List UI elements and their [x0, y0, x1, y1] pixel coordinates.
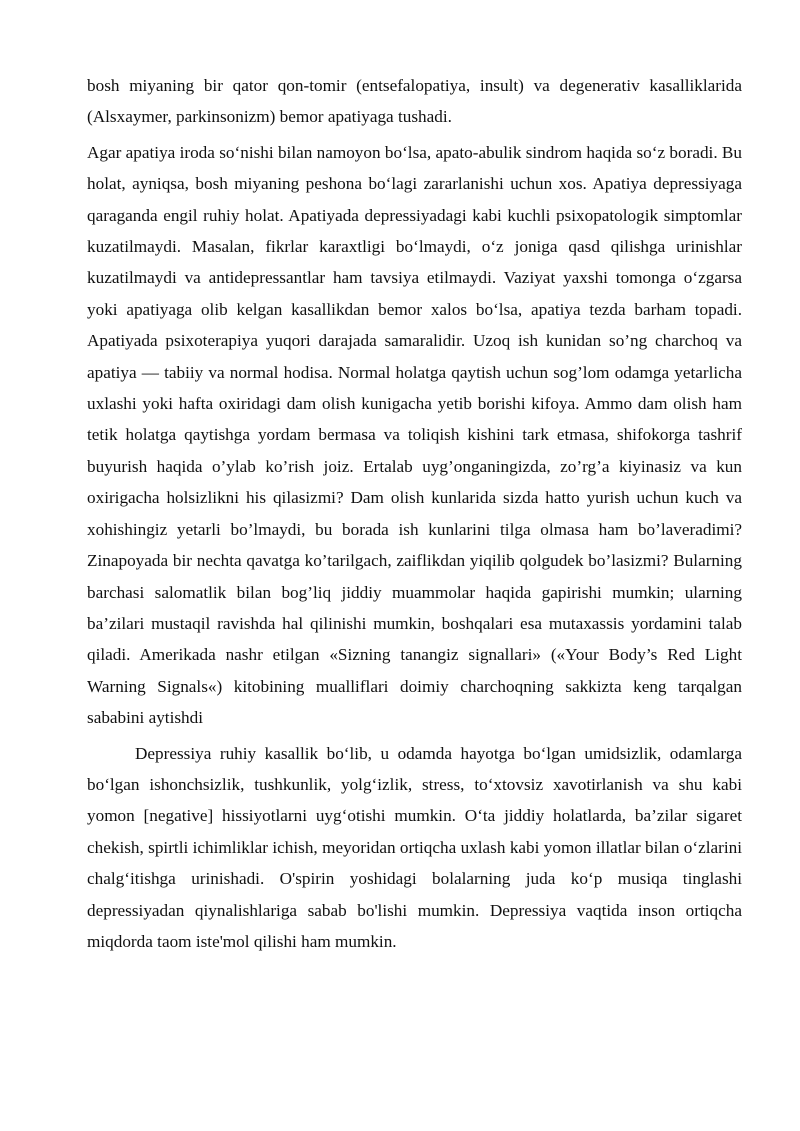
paragraph-apato-abulic-syndrome: Agar apatiya iroda so‘nishi bilan namoyon bo‘lsa, apato-abulik sindrom haqida so‘z boradi. Bu holat, ayniqsa, bosh miyaning peshona bo‘lagi zararlanishi uchun xos. Apatiya depressiyaga qaraganda engil ruhiy holat. Apatiyada depressiyadagi kabi kuchli psixopatologik simptomlar kuzatilmaydi. Masalan, fikrlar karaxtligi bo‘lmaydi, o‘z joniga qasd qilishga urinishlar kuzatilmaydi va antidepressantlar ham tavsiya etilmaydi. Vaziyat yaxshi tomonga o‘zgarsa yoki apatiyaga olib kelgan kasallikdan bemor xalos bo‘lsa, apatiya tezda barham topadi. Apatiyada psixoterapiya yuqori darajada samaralidir. Uzoq ish kunidan so’ng charchoq va apatiya — tabiiy va normal hodisa. Normal holatga qaytish uchun sog’lom odamga yetarlicha uxlashi yoki hafta oxiridagi dam olish kunigacha yetib borishi kifoya. Ammo dam olish ham tetik holatga qaytishga yordam bermasa va toliqish kishini tark etmasa, shifokorga tashrif buyurish haqida o’ylab ko’rish joiz. Ertalab uyg’onganingizda, zo’rg’a kiyinasiz va kun oxirigacha holsizlikni his qilasizmi? Dam olish kunlarida sizda hatto yurish uchun kuch va xohishingiz yetarli bo’lmaydi, bu borada ish kunlarini tilga olmasa ham bo’laveradimi? Zinapoyada bir nechta qavatga ko’tarilgach, zaiflikdan yiqilib qolgudek bo’lasizmi? Bularning barchasi salomatlik bilan bog’liq jiddiy muammolar haqida gapirishi mumkin; ularning ba’zilari mustaqil ravishda hal qilinishi mumkin, boshqalari esa mutaxassis yordamini talab qiladi. Amerikada nashr etilgan «Sizning tanangiz signallari» («Your Body’s Red Light Warning Signals«) kitobining mualliflari doimiy charchoqning sakkizta keng tarqalgan sababini aytishdi — [87, 142, 742, 728]
paragraph-depression: Depressiya ruhiy kasallik bo‘lib, u odamda hayotga bo‘lgan umidsizlik, odamlarga bo‘lgan ishonchsizlik, tushkunlik, yolg‘izlik, stress, to‘xtovsiz xavotirlanish va shu kabi yomon [negative] hissiyotlarni uyg‘otishi mumkin. O‘ta jiddiy holatlarda, ba’zilar sigaret chekish, spirtli ichimliklar ichish, meyoridan ortiqcha uxlash kabi yomon illatlar bilan o‘zlarini chalg‘itishga urinishadi. O'spirin yoshidagi bolalarning juda ko‘p musiqa tinglashi depressiyadan qiynalishlariga sabab bo'lishi mumkin. Depressiya vaqtida inson ortiqcha miqdorda taom iste'mol qilishi ham mumkin. — [87, 743, 742, 951]
document-page — [87, 70, 742, 957]
paragraph-apathy-causes: bosh miyaning bir qator qon-tomir (entsefalopatiya, insult) va degenerativ kasalliklarida (Alsxaymer, parkinsonizm) bemor apatiyaga tushadi. — [87, 76, 742, 127]
